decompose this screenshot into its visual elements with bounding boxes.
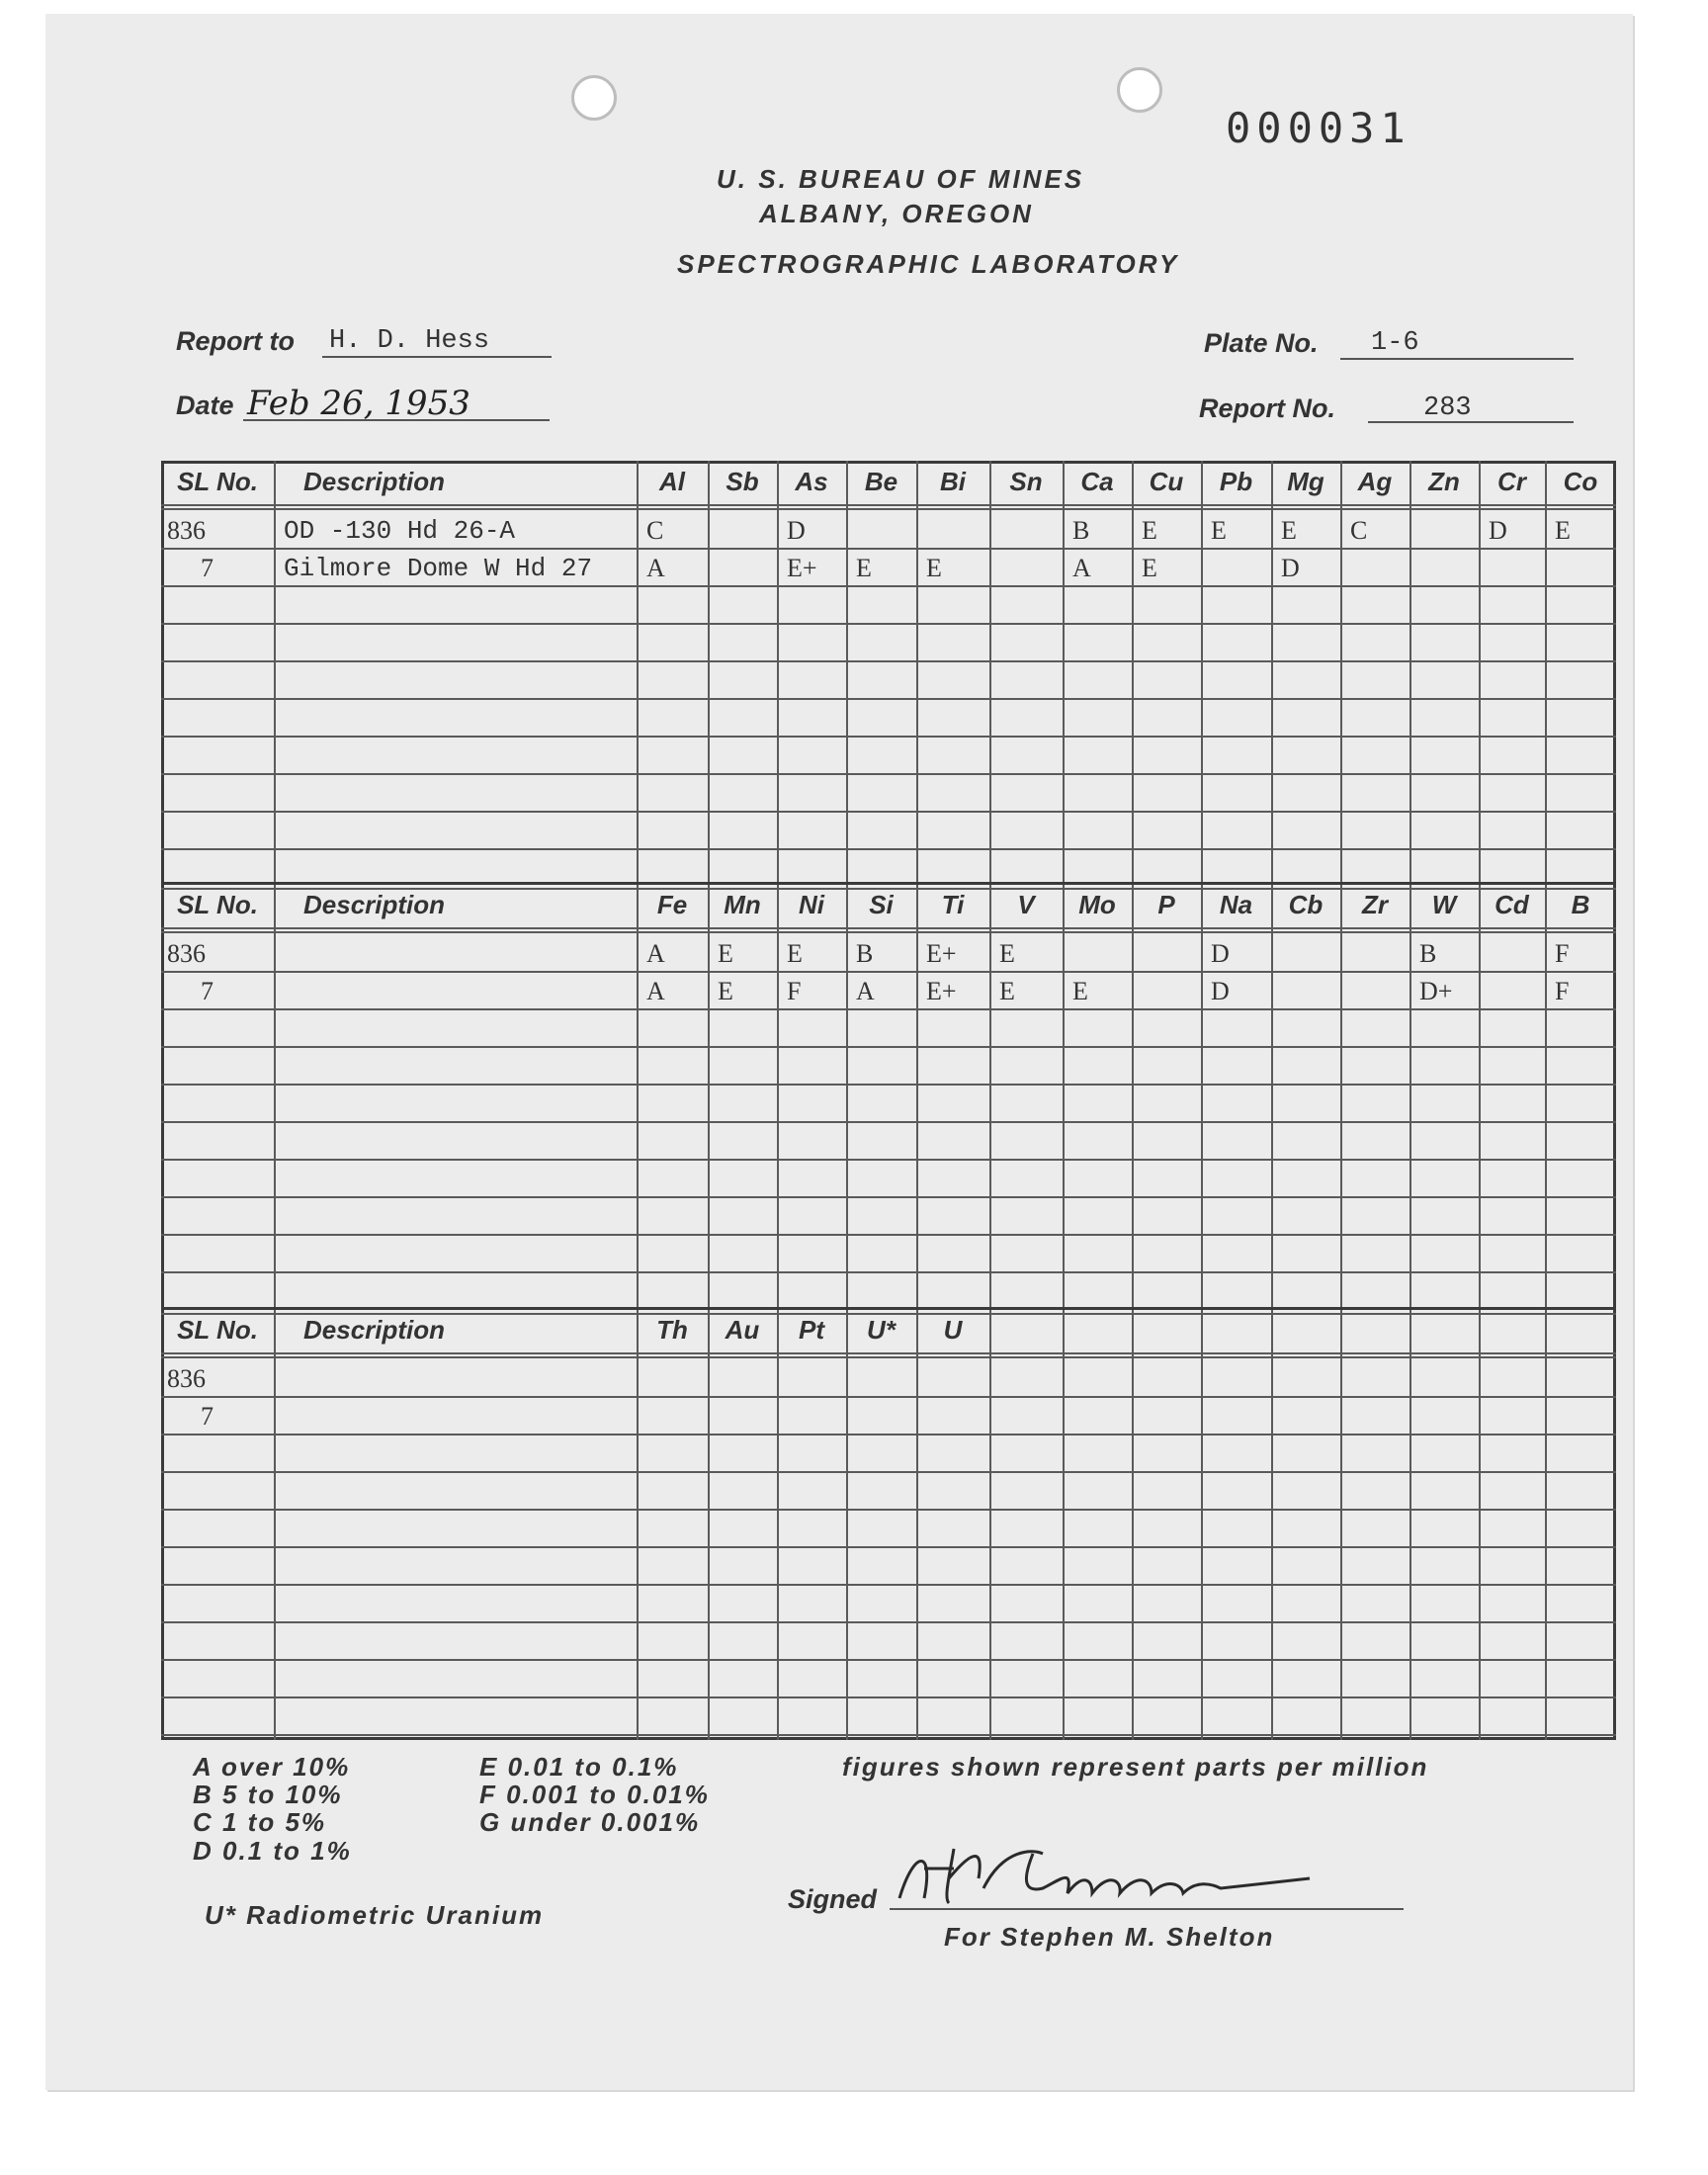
table2-cell: F bbox=[1555, 939, 1570, 968]
header-na-table2: Na bbox=[1219, 890, 1253, 919]
header-si-table2: Si bbox=[869, 890, 894, 919]
table1-cell: C bbox=[646, 516, 664, 545]
header-sl-no--table3: SL No. bbox=[177, 1315, 258, 1345]
table1-cell: C bbox=[1350, 516, 1368, 545]
header-ag-table1: Ag bbox=[1357, 467, 1393, 496]
header-v-table2: V bbox=[1017, 890, 1035, 919]
header-mg-table1: Mg bbox=[1287, 467, 1324, 496]
table2-cell: F bbox=[1555, 977, 1570, 1005]
table2-cell: E bbox=[718, 977, 733, 1005]
report-to-label: Report to bbox=[176, 326, 295, 356]
signed-label: Signed bbox=[788, 1884, 878, 1914]
table1-cell: A bbox=[646, 554, 665, 582]
table2-cell: E+ bbox=[926, 939, 957, 968]
table2-cell: B bbox=[856, 939, 874, 968]
header-sl-no--table1: SL No. bbox=[177, 467, 258, 496]
table1-cell: 7 bbox=[201, 554, 214, 582]
report-no-value: 283 bbox=[1423, 393, 1472, 423]
table2-cell: E bbox=[999, 939, 1015, 968]
report-to-value: H. D. Hess bbox=[329, 326, 490, 356]
table2-cell: 7 bbox=[201, 977, 214, 1005]
table1-cell: E bbox=[1211, 516, 1227, 545]
table2-cell: E+ bbox=[926, 977, 957, 1005]
header-mo-table2: Mo bbox=[1078, 890, 1116, 919]
header-location: ALBANY, OREGON bbox=[759, 199, 1034, 228]
legend-radiometric: U* Radiometric Uranium bbox=[205, 1900, 545, 1930]
table2-cell: A bbox=[856, 977, 875, 1005]
header-u-table3: U bbox=[943, 1315, 963, 1345]
table1-cell: E bbox=[1142, 554, 1157, 582]
header-sl-no--table2: SL No. bbox=[177, 890, 258, 919]
plate-label: Plate No. bbox=[1204, 328, 1319, 358]
table1-cell: Gilmore Dome W Hd 27 bbox=[284, 554, 593, 583]
table1-cell: B bbox=[1072, 516, 1090, 545]
table1-cell: D bbox=[1281, 554, 1300, 582]
table2-cell: E bbox=[718, 939, 733, 968]
date-value: Feb 26, 1953 bbox=[247, 384, 470, 423]
table1-cell: E bbox=[1281, 516, 1297, 545]
header-w-table2: W bbox=[1431, 890, 1457, 919]
table1-cell: 836 bbox=[167, 516, 206, 545]
header-ca-table1: Ca bbox=[1080, 467, 1114, 496]
table2-cell: A bbox=[646, 977, 665, 1005]
header-p-table2: P bbox=[1157, 890, 1175, 919]
table2-cell: E bbox=[787, 939, 803, 968]
header-cd-table2: Cd bbox=[1494, 890, 1529, 919]
header-u--table3: U* bbox=[867, 1315, 896, 1345]
header-description-table2: Description bbox=[303, 890, 446, 919]
punch-hole-left bbox=[571, 75, 617, 121]
signature-mark bbox=[895, 1839, 1320, 1933]
table1-cell: E bbox=[1555, 516, 1571, 545]
header-cb-table2: Cb bbox=[1288, 890, 1324, 919]
header-ti-table2: Ti bbox=[941, 890, 965, 919]
table2-cell: 836 bbox=[167, 939, 206, 968]
table3-cell: 836 bbox=[167, 1364, 206, 1393]
header-co-table1: Co bbox=[1563, 467, 1598, 496]
table1-cell: E bbox=[1142, 516, 1157, 545]
table2-cell: D+ bbox=[1419, 977, 1453, 1005]
header-zr-table2: Zr bbox=[1362, 890, 1388, 919]
header-b-table2: B bbox=[1571, 890, 1590, 919]
table2-cell: D bbox=[1211, 977, 1230, 1005]
legend-e: E 0.01 to 0.1% bbox=[479, 1752, 679, 1782]
table2-cell: B bbox=[1419, 939, 1437, 968]
results-grid bbox=[161, 461, 1616, 1740]
header-cr-table1: Cr bbox=[1497, 467, 1526, 496]
table1-cell: E bbox=[856, 554, 872, 582]
legend-f: F 0.001 to 0.01% bbox=[479, 1780, 710, 1809]
header-au-table3: Au bbox=[725, 1315, 760, 1345]
header-as-table1: As bbox=[795, 467, 828, 496]
punch-hole-right bbox=[1117, 67, 1162, 113]
table3-cell: 7 bbox=[201, 1402, 214, 1431]
header-description-table3: Description bbox=[303, 1315, 446, 1345]
header-fe-table2: Fe bbox=[656, 890, 688, 919]
table1-cell: D bbox=[1489, 516, 1507, 545]
header-cu-table1: Cu bbox=[1149, 467, 1184, 496]
date-label: Date bbox=[176, 391, 234, 420]
legend-c: C 1 to 5% bbox=[193, 1807, 327, 1837]
header-zn-table1: Zn bbox=[1428, 467, 1460, 496]
legend-d: D 0.1 to 1% bbox=[193, 1836, 352, 1866]
header-ni-table2: Ni bbox=[799, 890, 824, 919]
table2-cell: E bbox=[999, 977, 1015, 1005]
plate-value: 1-6 bbox=[1371, 328, 1419, 358]
table2-cell: A bbox=[646, 939, 665, 968]
header-pb-table1: Pb bbox=[1219, 467, 1253, 496]
header-sb-table1: Sb bbox=[726, 467, 759, 496]
header-description-table1: Description bbox=[303, 467, 446, 496]
legend-ppm-note: figures shown represent parts per million bbox=[842, 1752, 1429, 1782]
report-no-label: Report No. bbox=[1199, 393, 1335, 423]
legend-a: A over 10% bbox=[193, 1752, 351, 1782]
header-bureau: U. S. BUREAU OF MINES bbox=[717, 164, 1085, 194]
table1-cell: E bbox=[926, 554, 942, 582]
header-al-table1: Al bbox=[659, 467, 685, 496]
header-bi-table1: Bi bbox=[940, 467, 966, 496]
table1-cell: E+ bbox=[787, 554, 817, 582]
document-number: 000031 bbox=[1226, 104, 1411, 152]
header-be-table1: Be bbox=[864, 467, 898, 496]
table1-cell: OD -130 Hd 26-A bbox=[284, 516, 516, 546]
header-th-table3: Th bbox=[656, 1315, 688, 1345]
table1-cell: D bbox=[787, 516, 806, 545]
legend-g: G under 0.001% bbox=[479, 1807, 701, 1837]
header-pt-table3: Pt bbox=[799, 1315, 824, 1345]
header-sn-table1: Sn bbox=[1009, 467, 1043, 496]
header-mn-table2: Mn bbox=[724, 890, 761, 919]
header-lab: SPECTROGRAPHIC LABORATORY bbox=[677, 249, 1180, 279]
table1-cell: A bbox=[1072, 554, 1091, 582]
table2-cell: E bbox=[1072, 977, 1088, 1005]
signed-for: For Stephen M. Shelton bbox=[944, 1922, 1275, 1952]
table2-cell: D bbox=[1211, 939, 1230, 968]
table2-cell: F bbox=[787, 977, 802, 1005]
legend-b: B 5 to 10% bbox=[193, 1780, 343, 1809]
